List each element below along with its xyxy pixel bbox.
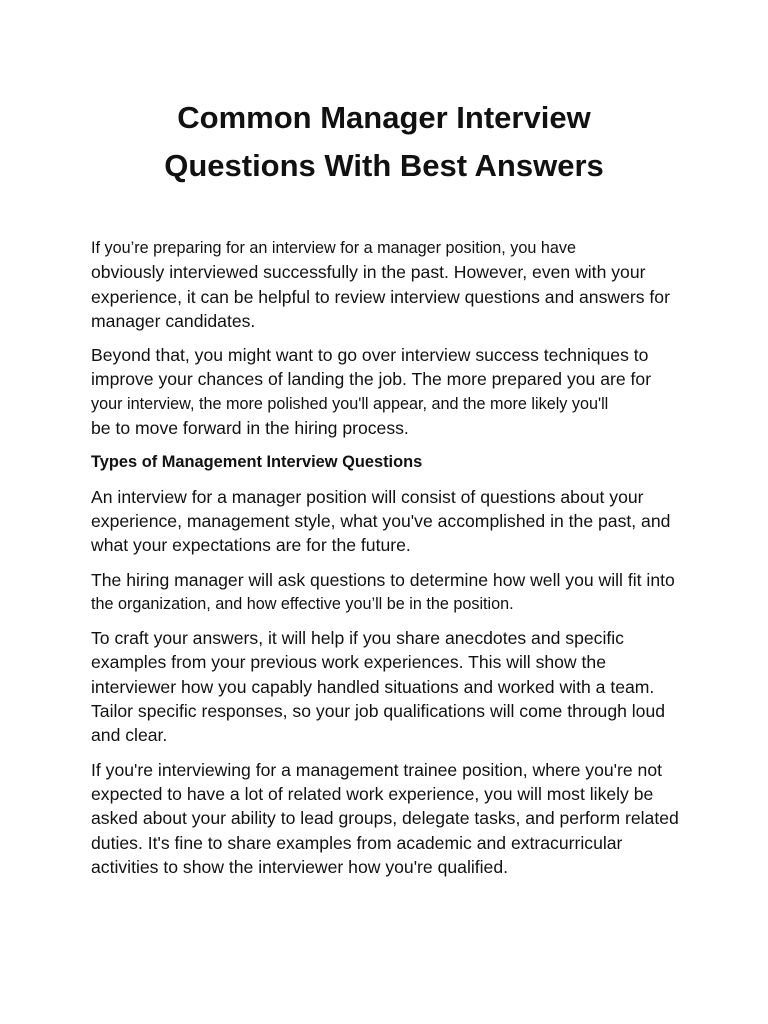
text-line: An interview for a manager position will consist of questions about your xyxy=(91,486,644,507)
title-line: Questions With Best Answers xyxy=(164,148,604,183)
text-line: duties. It's fine to share examples from academic and extracurricular xyxy=(91,832,623,853)
text-line: To craft your answers, it will help if you share anecdotes and specific xyxy=(91,628,624,649)
title-line: Common Manager Interview xyxy=(177,100,591,135)
document-title xyxy=(80,94,688,190)
text-line: obviously interviewed successfully in the past. However, even with your xyxy=(91,262,646,283)
text-line: your interview, the more polished you'll appear, and the more likely you'll xyxy=(91,394,609,413)
section-heading: Types of Management Interview Questions xyxy=(91,453,423,472)
document-body xyxy=(91,236,691,889)
text-line: examples from your previous work experiences. This will show the xyxy=(91,652,606,673)
paragraph-question-types xyxy=(91,485,691,558)
paragraph-preparation xyxy=(91,343,691,440)
text-line: manager candidates. xyxy=(91,310,256,331)
paragraph-craft-answers xyxy=(91,626,691,747)
text-line: Beyond that, you might want to go over interview success techniques to xyxy=(91,345,649,366)
paragraph-trainee xyxy=(91,758,691,879)
text-line: The hiring manager will ask questions to determine how well you will fit into xyxy=(91,569,675,590)
paragraph-fit xyxy=(91,568,691,617)
text-line: activities to show the interviewer how you're qualified. xyxy=(91,856,509,877)
text-line: and clear. xyxy=(91,725,168,746)
text-line: If you're interviewing for a management trainee position, where you're not xyxy=(91,759,663,780)
text-line: interviewer how you capably handled situations and worked with a team. xyxy=(91,676,655,697)
text-line: experience, it can be helpful to review interview questions and answers for xyxy=(91,286,670,307)
text-line: improve your chances of landing the job. The more prepared you are for xyxy=(91,369,652,390)
text-line: experience, management style, what you've accomplished in the past, and xyxy=(91,510,671,531)
text-line: Tailor specific responses, so your job qualifications will come through loud xyxy=(91,701,666,722)
text-line: asked about your ability to lead groups, delegate tasks, and perform related xyxy=(91,808,679,829)
text-line: the organization, and how effective you’ll be in the position. xyxy=(91,594,514,613)
text-line: expected to have a lot of related work experience, you will most likely be xyxy=(91,783,654,804)
text-line: be to move forward in the hiring process. xyxy=(91,418,409,439)
paragraph-intro xyxy=(91,236,691,333)
text-line: If you’re preparing for an interview for a manager position, you have xyxy=(91,239,576,257)
text-line: what your expectations are for the future. xyxy=(91,535,411,556)
